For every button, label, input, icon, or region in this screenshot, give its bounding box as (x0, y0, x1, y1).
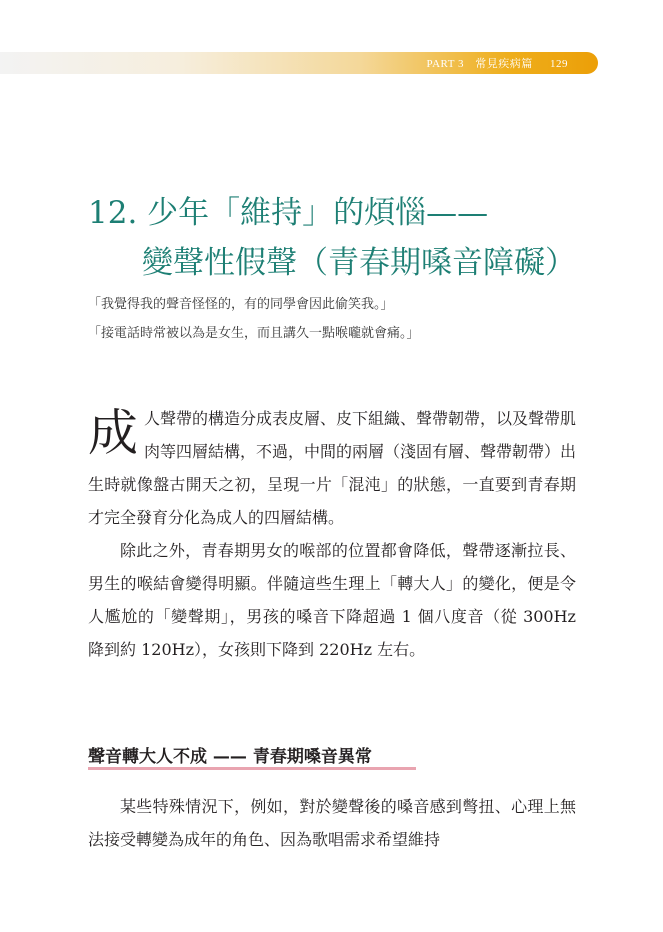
drop-cap: 成 (88, 404, 138, 462)
paragraph-1-text: 人聲帶的構造分成表皮層、皮下組織、聲帶韌帶，以及聲帶肌肉等四層結構，不過，中間的兩層（淺固有層、聲帶韌帶）出生時就像盤古開天之初，呈現一片「混沌」的狀態，一直要到青春期才完全發育分化為成人的四層結構。 (88, 409, 577, 527)
chapter-title-line2: 變聲性假聲（青春期嗓音障礙） (142, 245, 576, 281)
running-header-bar (0, 52, 598, 74)
paragraph-1 (88, 402, 576, 534)
chapter-title-line1: 12. 少年「維持」的煩惱—— (88, 195, 489, 231)
chapter-title (88, 188, 576, 288)
paragraph-3: 某些特殊情況下，例如，對於變聲後的嗓音感到彆扭、心理上無法接受轉變為成年的角色、因為歌唱需求希望維持 (88, 797, 576, 849)
running-header-text (427, 55, 569, 71)
subheading-underline (88, 767, 416, 770)
patient-quotes (88, 290, 420, 348)
header-section-label: 常見疾病篇 (475, 58, 533, 70)
body-section-1 (88, 402, 576, 666)
paragraph-2: 除此之外，青春期男女的喉部的位置都會降低，聲帶逐漸拉長、男生的喉結會變得明顯。伴隨這些生理上「轉大人」的變化，便是令人尷尬的「變聲期」，男孩的嗓音下降超過 1 個八度音（從 300Hz 降到約 120Hz），女孩則下降到 220Hz 左右。 (88, 541, 576, 659)
quote-1: 「我覺得我的聲音怪怪的，有的同學會因此偷笑我。」 (88, 297, 394, 312)
section-subheading: 聲音轉大人不成 —— 青春期嗓音異常 (88, 747, 372, 767)
header-part-label: PART 3 (426, 58, 464, 70)
quote-2: 「接電話時常被以為是女生，而且講久一點喉嚨就會痛。」 (88, 326, 420, 341)
body-section-2 (88, 790, 576, 856)
page-number: 129 (550, 58, 568, 70)
